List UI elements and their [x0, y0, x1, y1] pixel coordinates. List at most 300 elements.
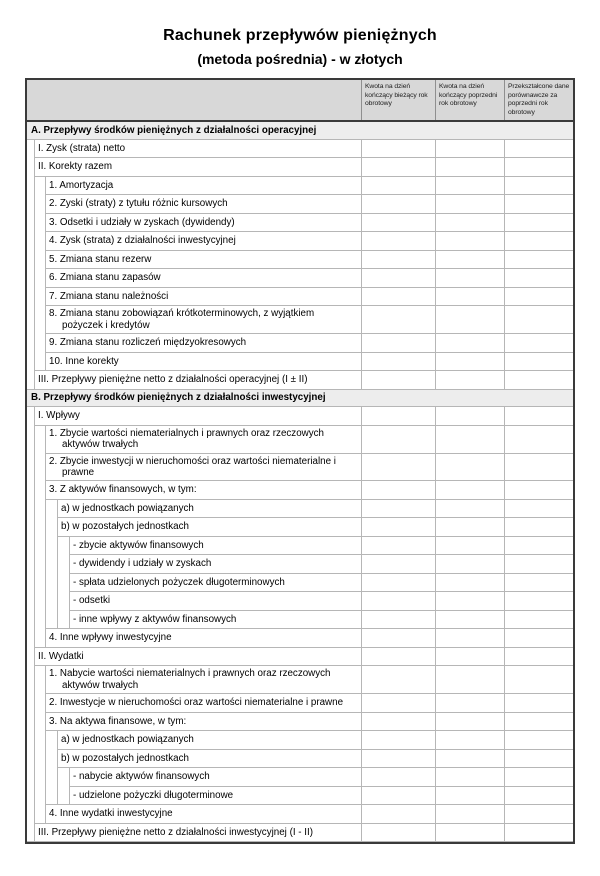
header-cell-current-year: Kwota na dzień kończący bieżący rok obrotowy — [361, 80, 435, 120]
row-label — [35, 158, 361, 177]
value-cell-current-year — [361, 518, 435, 537]
value-cell-current-year — [361, 694, 435, 713]
table-row — [27, 555, 573, 574]
indent-guide — [27, 334, 35, 353]
table-body — [27, 122, 573, 842]
row-label-text: 4. Inne wydatki inwestycyjne — [49, 808, 173, 820]
row-label-text: III. Przepływy pieniężne netto z działalności inwestycyjnej (I - II) — [38, 826, 313, 838]
indent-guide — [35, 232, 46, 251]
indent-guide — [46, 768, 58, 787]
indent-guide — [58, 611, 70, 630]
row-label-text: B. Przepływy środków pieniężnych z działalności inwestycyjnej — [31, 392, 326, 404]
indent-guide — [27, 666, 35, 694]
row-label-text: 3. Odsetki i udziały w zyskach (dywidendy) — [49, 216, 235, 228]
row-label-text: - udzielone pożyczki długoterminowe — [73, 789, 234, 801]
row-label-text: 2. Inwestycje w nieruchomości oraz wartości niematerialne i prawne — [49, 697, 344, 709]
row-label-text: 2. Zbycie inwestycji w nieruchomości oraz wartości niematerialne i prawne — [49, 455, 336, 478]
indent-guide — [27, 611, 35, 630]
indent-guide — [27, 269, 35, 288]
row-label-text: 1. Zbycie wartości niematerialnych i prawnych oraz rzeczowych aktywów trwałych — [49, 427, 324, 451]
row-label-text: - inne wpływy z aktywów finansowych — [73, 613, 237, 625]
indent-guide — [27, 251, 35, 270]
indent-guide — [46, 787, 58, 806]
row-label-text: 4. Zysk (strata) z działalności inwestycyjnej — [49, 235, 236, 247]
value-cell-comparative-data — [504, 426, 573, 454]
value-cell-comparative-data — [504, 768, 573, 787]
value-cell-current-year — [361, 454, 435, 482]
row-label — [46, 232, 361, 251]
value-cell-previous-year — [435, 537, 504, 556]
row-label-text: 3. Na aktywa finansowe, w tym: — [49, 715, 187, 727]
value-cell-previous-year — [435, 768, 504, 787]
value-cell-comparative-data — [504, 750, 573, 769]
value-cell-current-year — [361, 214, 435, 233]
row-label — [58, 518, 361, 537]
value-cell-current-year — [361, 481, 435, 500]
indent-guide — [27, 648, 35, 667]
value-cell-current-year — [361, 407, 435, 426]
row-label-text: 9. Zmiana stanu rozliczeń międzyokresowych — [49, 337, 247, 349]
indent-guide — [27, 629, 35, 648]
value-cell-current-year — [361, 787, 435, 806]
row-label-text: 10. Inne korekty — [49, 355, 119, 367]
row-label-text: I. Zysk (strata) netto — [38, 142, 126, 154]
value-cell-comparative-data — [504, 731, 573, 750]
table-row — [27, 407, 573, 426]
value-cell-previous-year — [435, 694, 504, 713]
row-label-text: a) w jednostkach powiązanych — [61, 502, 194, 514]
table-row — [27, 195, 573, 214]
indent-guide — [35, 555, 46, 574]
value-cell-current-year — [361, 731, 435, 750]
table-row — [27, 537, 573, 556]
indent-guide — [35, 214, 46, 233]
row-label-text: b) w pozostałych jednostkach — [61, 521, 189, 533]
value-cell-comparative-data — [504, 158, 573, 177]
page — [0, 27, 600, 844]
row-label-text: 1. Amortyzacja — [49, 179, 114, 191]
indent-guide — [35, 713, 46, 732]
indent-guide — [27, 694, 35, 713]
value-cell-current-year — [361, 353, 435, 372]
table-row — [27, 805, 573, 824]
value-cell-previous-year — [435, 251, 504, 270]
indent-guide — [35, 177, 46, 196]
indent-guide — [27, 214, 35, 233]
indent-guide — [27, 426, 35, 454]
value-cell-comparative-data — [504, 555, 573, 574]
table-row — [27, 574, 573, 593]
indent-guide — [35, 787, 46, 806]
value-cell-comparative-data — [504, 713, 573, 732]
row-label-text: II. Korekty razem — [38, 161, 113, 173]
table-row — [27, 232, 573, 251]
row-label-text: 6. Zmiana stanu zapasów — [49, 272, 161, 284]
value-cell-previous-year — [435, 666, 504, 694]
indent-guide — [27, 713, 35, 732]
value-cell-current-year — [361, 574, 435, 593]
indent-guide — [46, 731, 58, 750]
value-cell-previous-year — [435, 574, 504, 593]
value-cell-comparative-data — [504, 251, 573, 270]
value-cell-previous-year — [435, 713, 504, 732]
row-label-text: 1. Nabycie wartości niematerialnych i prawnych oraz rzeczowych aktywów trwałych — [49, 668, 331, 691]
indent-guide — [27, 592, 35, 611]
value-cell-previous-year — [435, 334, 504, 353]
header-cell-previous-year: Kwota na dzień kończący poprzedni rok obrotowy — [435, 80, 504, 120]
row-label-text: 7. Zmiana stanu należności — [49, 290, 169, 302]
section-title — [27, 122, 573, 140]
row-label — [70, 768, 361, 787]
row-label-text: - spłata udzielonych pożyczek długoterminowych — [73, 576, 285, 588]
row-label — [35, 140, 361, 159]
indent-guide — [46, 750, 58, 769]
value-cell-previous-year — [435, 371, 504, 390]
cashflow-table — [25, 78, 575, 844]
row-label — [35, 407, 361, 426]
value-cell-comparative-data — [504, 334, 573, 353]
indent-guide — [46, 537, 58, 556]
indent-guide — [27, 140, 35, 159]
value-cell-previous-year — [435, 500, 504, 519]
value-cell-previous-year — [435, 481, 504, 500]
value-cell-comparative-data — [504, 500, 573, 519]
value-cell-previous-year — [435, 407, 504, 426]
value-cell-comparative-data — [504, 666, 573, 694]
indent-guide — [46, 592, 58, 611]
indent-guide — [46, 518, 58, 537]
value-cell-current-year — [361, 251, 435, 270]
value-cell-current-year — [361, 824, 435, 843]
value-cell-comparative-data — [504, 232, 573, 251]
value-cell-current-year — [361, 555, 435, 574]
value-cell-comparative-data — [504, 407, 573, 426]
row-label — [35, 371, 361, 390]
indent-guide — [35, 731, 46, 750]
indent-guide — [35, 454, 46, 482]
row-label — [35, 824, 361, 843]
value-cell-comparative-data — [504, 824, 573, 843]
value-cell-previous-year — [435, 787, 504, 806]
value-cell-current-year — [361, 371, 435, 390]
section-title — [27, 390, 573, 408]
row-label — [46, 288, 361, 307]
row-label — [46, 694, 361, 713]
row-label — [35, 648, 361, 667]
indent-guide — [35, 481, 46, 500]
indent-guide — [27, 232, 35, 251]
table-row — [27, 177, 573, 196]
value-cell-previous-year — [435, 214, 504, 233]
indent-guide — [27, 537, 35, 556]
row-label — [46, 805, 361, 824]
indent-guide — [46, 611, 58, 630]
table-row — [27, 481, 573, 500]
table-row — [27, 694, 573, 713]
table-row — [27, 426, 573, 454]
row-label — [46, 214, 361, 233]
table-row — [27, 731, 573, 750]
indent-guide — [58, 592, 70, 611]
indent-guide — [27, 750, 35, 769]
row-label-text: II. Wydatki — [38, 650, 84, 662]
row-label-text: III. Przepływy pieniężne netto z działalności operacyjnej (I ± II) — [38, 374, 308, 386]
row-label — [70, 555, 361, 574]
value-cell-current-year — [361, 269, 435, 288]
value-cell-previous-year — [435, 177, 504, 196]
row-label-text: - zbycie aktywów finansowych — [73, 539, 204, 551]
row-label — [46, 334, 361, 353]
value-cell-current-year — [361, 500, 435, 519]
value-cell-previous-year — [435, 306, 504, 334]
indent-guide — [46, 500, 58, 519]
table-row — [27, 824, 573, 843]
table-row — [27, 666, 573, 694]
indent-guide — [27, 371, 35, 390]
table-row — [27, 518, 573, 537]
row-label-text: - odsetki — [73, 595, 111, 607]
row-label — [46, 713, 361, 732]
value-cell-comparative-data — [504, 694, 573, 713]
table-row — [27, 611, 573, 630]
indent-guide — [27, 158, 35, 177]
indent-guide — [35, 500, 46, 519]
indent-guide — [27, 555, 35, 574]
value-cell-current-year — [361, 334, 435, 353]
row-label — [58, 731, 361, 750]
value-cell-comparative-data — [504, 629, 573, 648]
row-label — [58, 500, 361, 519]
indent-guide — [35, 805, 46, 824]
table-row — [27, 371, 573, 390]
value-cell-previous-year — [435, 592, 504, 611]
table-row — [27, 592, 573, 611]
value-cell-comparative-data — [504, 481, 573, 500]
value-cell-comparative-data — [504, 592, 573, 611]
indent-guide — [58, 574, 70, 593]
table-row — [27, 787, 573, 806]
document-title: Rachunek przepływów pieniężnych — [163, 27, 437, 44]
value-cell-previous-year — [435, 353, 504, 372]
indent-guide — [27, 407, 35, 426]
indent-guide — [58, 537, 70, 556]
row-label — [70, 592, 361, 611]
value-cell-comparative-data — [504, 537, 573, 556]
table-row — [27, 713, 573, 732]
row-label-text: 4. Inne wpływy inwestycyjne — [49, 632, 172, 644]
value-cell-previous-year — [435, 731, 504, 750]
indent-guide — [35, 537, 46, 556]
row-label-text: I. Wpływy — [38, 410, 80, 422]
value-cell-current-year — [361, 666, 435, 694]
value-cell-previous-year — [435, 288, 504, 307]
row-label — [46, 306, 361, 334]
section-header-row — [27, 122, 573, 140]
document-subtitle: (metoda pośrednia) - w złotych — [197, 51, 403, 67]
value-cell-previous-year — [435, 805, 504, 824]
section-header-row — [27, 390, 573, 408]
row-label-text: - nabycie aktywów finansowych — [73, 771, 210, 783]
value-cell-current-year — [361, 750, 435, 769]
table-header-row — [27, 80, 573, 122]
value-cell-previous-year — [435, 611, 504, 630]
indent-guide — [35, 426, 46, 454]
value-cell-current-year — [361, 177, 435, 196]
indent-guide — [35, 592, 46, 611]
row-label-text: A. Przepływy środków pieniężnych z działalności operacyjnej — [31, 124, 317, 136]
table-row — [27, 214, 573, 233]
value-cell-previous-year — [435, 232, 504, 251]
value-cell-current-year — [361, 768, 435, 787]
value-cell-previous-year — [435, 629, 504, 648]
indent-guide — [46, 574, 58, 593]
value-cell-previous-year — [435, 824, 504, 843]
row-label-text: 3. Z aktywów finansowych, w tym: — [49, 484, 197, 496]
row-label — [46, 454, 361, 482]
table-row — [27, 353, 573, 372]
indent-guide — [27, 787, 35, 806]
indent-guide — [58, 787, 70, 806]
indent-guide — [27, 805, 35, 824]
indent-guide — [35, 353, 46, 372]
row-label-text: a) w jednostkach powiązanych — [61, 734, 194, 746]
value-cell-current-year — [361, 713, 435, 732]
value-cell-comparative-data — [504, 140, 573, 159]
value-cell-comparative-data — [504, 195, 573, 214]
table-row — [27, 334, 573, 353]
value-cell-comparative-data — [504, 805, 573, 824]
value-cell-current-year — [361, 288, 435, 307]
indent-guide — [27, 731, 35, 750]
indent-guide — [27, 824, 35, 843]
value-cell-current-year — [361, 805, 435, 824]
row-label-text: 5. Zmiana stanu rezerw — [49, 253, 152, 265]
value-cell-comparative-data — [504, 454, 573, 482]
row-label — [46, 666, 361, 694]
indent-guide — [35, 269, 46, 288]
row-label — [70, 611, 361, 630]
value-cell-comparative-data — [504, 288, 573, 307]
value-cell-previous-year — [435, 750, 504, 769]
value-cell-comparative-data — [504, 787, 573, 806]
value-cell-current-year — [361, 306, 435, 334]
value-cell-comparative-data — [504, 269, 573, 288]
table-row — [27, 140, 573, 159]
value-cell-current-year — [361, 158, 435, 177]
value-cell-comparative-data — [504, 306, 573, 334]
row-label-text: 2. Zyski (straty) z tytułu różnic kursowych — [49, 198, 228, 210]
table-row — [27, 629, 573, 648]
value-cell-comparative-data — [504, 353, 573, 372]
header-cell-comparative-data: Przekształcone dane porównawcze za poprzedni rok obrotowy — [504, 80, 573, 120]
indent-guide — [35, 694, 46, 713]
indent-guide — [35, 334, 46, 353]
row-label-text: - dywidendy i udziały w zyskach — [73, 558, 212, 570]
indent-guide — [27, 768, 35, 787]
value-cell-previous-year — [435, 158, 504, 177]
table-row — [27, 288, 573, 307]
table-row — [27, 454, 573, 482]
value-cell-current-year — [361, 611, 435, 630]
indent-guide — [35, 750, 46, 769]
value-cell-previous-year — [435, 269, 504, 288]
row-label — [46, 353, 361, 372]
table-row — [27, 158, 573, 177]
value-cell-previous-year — [435, 454, 504, 482]
header-cell-empty — [27, 80, 361, 120]
value-cell-current-year — [361, 140, 435, 159]
row-label — [46, 251, 361, 270]
indent-guide — [35, 306, 46, 334]
value-cell-comparative-data — [504, 518, 573, 537]
row-label-text: b) w pozostałych jednostkach — [61, 752, 189, 764]
table-row — [27, 269, 573, 288]
table-row — [27, 306, 573, 334]
indent-guide — [35, 768, 46, 787]
indent-guide — [35, 251, 46, 270]
indent-guide — [27, 574, 35, 593]
value-cell-previous-year — [435, 426, 504, 454]
indent-guide — [35, 574, 46, 593]
indent-guide — [27, 454, 35, 482]
row-label — [46, 177, 361, 196]
indent-guide — [35, 195, 46, 214]
indent-guide — [35, 629, 46, 648]
indent-guide — [27, 177, 35, 196]
row-label — [46, 269, 361, 288]
table-row — [27, 750, 573, 769]
row-label — [46, 195, 361, 214]
row-label — [46, 629, 361, 648]
value-cell-previous-year — [435, 518, 504, 537]
indent-guide — [27, 306, 35, 334]
value-cell-previous-year — [435, 555, 504, 574]
value-cell-comparative-data — [504, 648, 573, 667]
table-row — [27, 768, 573, 787]
value-cell-comparative-data — [504, 371, 573, 390]
value-cell-current-year — [361, 426, 435, 454]
indent-guide — [27, 195, 35, 214]
value-cell-current-year — [361, 629, 435, 648]
value-cell-previous-year — [435, 140, 504, 159]
row-label — [46, 426, 361, 454]
indent-guide — [27, 288, 35, 307]
indent-guide — [27, 518, 35, 537]
row-label — [70, 537, 361, 556]
row-label — [70, 787, 361, 806]
indent-guide — [35, 288, 46, 307]
table-row — [27, 500, 573, 519]
value-cell-comparative-data — [504, 574, 573, 593]
value-cell-current-year — [361, 232, 435, 251]
value-cell-current-year — [361, 592, 435, 611]
indent-guide — [27, 353, 35, 372]
indent-guide — [58, 555, 70, 574]
indent-guide — [27, 481, 35, 500]
indent-guide — [27, 500, 35, 519]
value-cell-comparative-data — [504, 214, 573, 233]
indent-guide — [58, 768, 70, 787]
indent-guide — [35, 611, 46, 630]
value-cell-comparative-data — [504, 611, 573, 630]
indent-guide — [35, 518, 46, 537]
value-cell-previous-year — [435, 195, 504, 214]
value-cell-comparative-data — [504, 177, 573, 196]
table-row — [27, 251, 573, 270]
value-cell-current-year — [361, 537, 435, 556]
row-label — [46, 481, 361, 500]
value-cell-current-year — [361, 195, 435, 214]
